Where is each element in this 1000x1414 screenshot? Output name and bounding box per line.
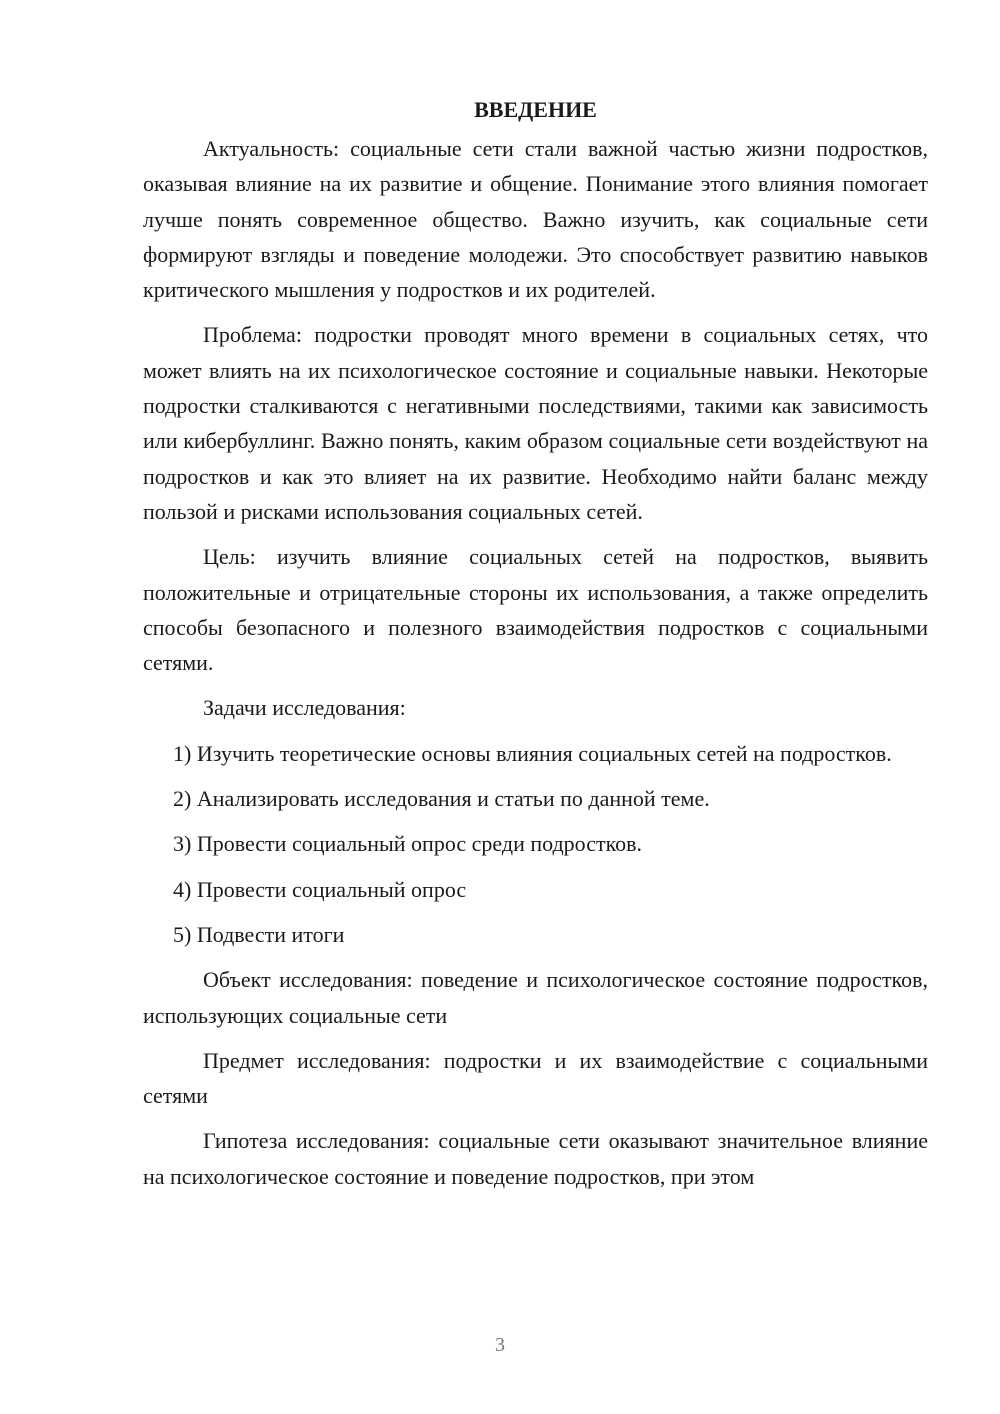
document-page [143,92,928,1204]
paragraph-hypothesis: Гипотеза исследования: социальные сети оказывают значительное влияние на психологическое состояние и поведение подростков, при этом [143,1128,928,1189]
paragraph-object: Объект исследования: поведение и психологическое состояние подростков, использующих социальные сети [143,967,928,1028]
paragraph-relevance: Актуальность: социальные сети стали важной частью жизни подростков, оказывая влияние на их развитие и общение. Понимание этого влияния помогает лучше понять современное общество. Важно изучить, как социальные сети формируют взгляды и поведение молодежи. Это способствует развитию навыков критического мышления у подростков и их родителей. [143,136,928,303]
task-item-2: 2) Анализировать исследования и статьи по данной теме. [173,786,710,812]
task-item-5: 5) Подвести итоги [173,921,345,947]
task-item-3: 3) Провести социальный опрос среди подростков. [173,831,643,857]
paragraph-goal: Цель: изучить влияние социальных сетей на подростков, выявить положительные и отрицательные стороны их использования, а также определить способы безопасного и полезного взаимодействия подростков с социальными сетями. [143,544,928,676]
paragraph-subject: Предмет исследования: подростки и их взаимодействие с социальными сетями [143,1047,928,1109]
paragraph-tasks-intro: Задачи исследования: [203,695,406,721]
section-heading: ВВЕДЕНИЕ [474,97,597,122]
task-item-4: 4) Провести социальный опрос [173,876,467,902]
paragraph-problem: Проблема: подростки проводят много времени в социальных сетях, что может влиять на их психологическое состояние и социальные навыки. Некоторые подростки сталкиваются с негативными последствиями, такими как зависимость или кибербуллинг. Важно понять, каким образом социальные сети воздействуют на подростков и как это влияет на их развитие. Необходимо найти баланс между пользой и рисками использования социальных сетей. [143,322,928,524]
page-number: 3 [495,1334,505,1356]
task-item-1: 1) Изучить теоретические основы влияния социальных сетей на подростков. [173,740,892,766]
